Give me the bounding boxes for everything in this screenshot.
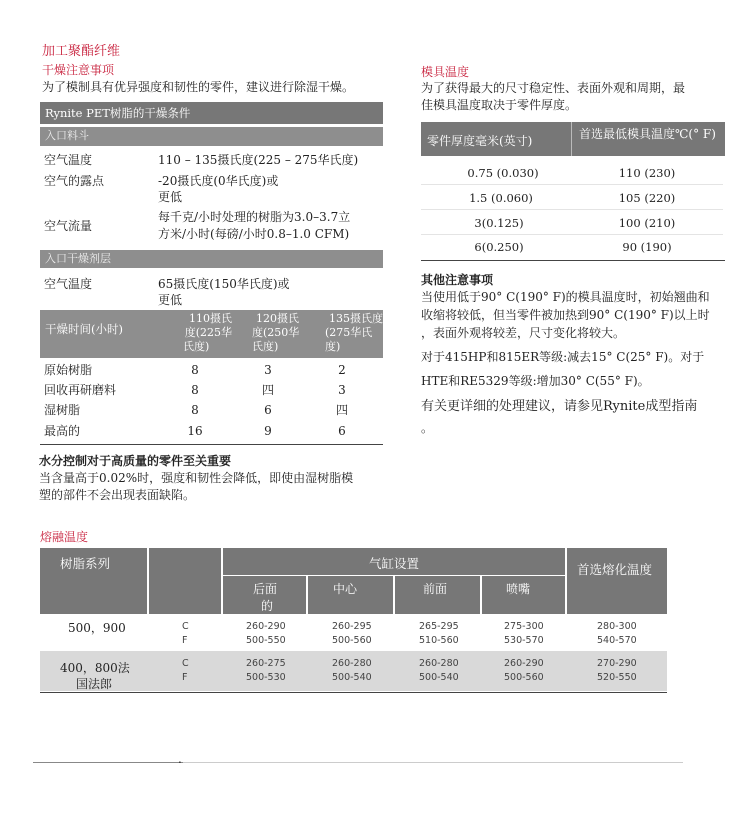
melt-col-pref-label: 首选熔化温度	[577, 562, 653, 577]
table-row	[40, 171, 380, 203]
cell: 500-530	[246, 672, 286, 683]
cell: 16	[187, 424, 203, 438]
row-label: 原始树脂	[44, 363, 93, 377]
cell: 110 (230)	[618, 166, 676, 180]
cell: 260-280	[332, 658, 372, 669]
rear-values	[246, 657, 286, 685]
mold-table-header	[421, 122, 725, 156]
cell: 500-560	[504, 672, 544, 683]
cell: 500-560	[332, 635, 372, 646]
sub-label: 前面	[423, 582, 448, 596]
row-label: 空气温度	[44, 153, 93, 167]
cell: 105 (220)	[618, 191, 676, 205]
units	[182, 620, 189, 648]
cell: 260-290	[246, 621, 286, 632]
cell: 275-300	[504, 621, 544, 632]
col-line: 度(225华	[184, 326, 232, 339]
page-heading: 加工聚酯纤维	[42, 44, 121, 59]
cell: 6	[338, 424, 346, 438]
center-values	[332, 657, 372, 685]
table-rule	[40, 692, 667, 693]
mold-table-body	[421, 160, 725, 260]
other-title: 其他注意事项	[421, 273, 494, 287]
mold-title: 模具温度	[421, 65, 470, 79]
melt-title: 熔融温度	[40, 530, 89, 544]
unit-c: C	[182, 658, 189, 669]
unit-c: C	[182, 621, 189, 632]
melt-sub-rear	[223, 576, 306, 614]
melt-col-unit	[149, 548, 221, 614]
moisture-line-1: 当含量高于0.02%时，强度和韧性会降低，即使由湿树脂模	[39, 471, 354, 485]
center-values	[332, 620, 372, 648]
cell: 260-295	[332, 621, 372, 632]
drying-table-title: Rynite PET树脂的干燥条件	[40, 102, 383, 124]
table-row	[40, 208, 380, 242]
cell: 6(0.250)	[474, 240, 524, 254]
other-grade-line-b: HTE和RE5329等级:增加30° C(55° F)。	[421, 374, 650, 388]
table-row	[40, 421, 383, 441]
melt-col-series	[40, 548, 147, 614]
sub-label: 中心	[333, 582, 358, 596]
other-grade-line-a: 对于415HP和815ER等级:减去15° C(25° F)。对于	[421, 350, 705, 364]
melt-col-barrel-label: 气缸设置	[368, 556, 419, 571]
unit-f: F	[182, 672, 188, 683]
cell: 500-550	[246, 635, 286, 646]
row-value-cont: 更低	[158, 293, 183, 307]
col-line: 135摄氏度	[329, 312, 383, 325]
table-rule	[421, 260, 725, 261]
cell: 260-280	[419, 658, 459, 669]
col-line: 氏度)	[183, 340, 210, 353]
row-label: 最高的	[44, 424, 81, 438]
col-line: 度)	[325, 340, 341, 353]
cell: 8	[191, 363, 199, 377]
front-values	[419, 657, 459, 685]
row-label: 回收再研磨料	[44, 383, 117, 397]
cell: 265-295	[419, 621, 459, 632]
cell: 3	[264, 363, 272, 377]
series-name: 400，800法	[60, 661, 130, 675]
cell: 500-540	[419, 672, 459, 683]
row-value: 每千克/小时处理的树脂为3.0–3.7立	[158, 210, 351, 224]
row-label: 空气的露点	[44, 174, 105, 188]
units	[182, 657, 189, 685]
mold-col-thickness: 零件厚度毫米(英寸)	[427, 134, 533, 148]
sub-label-cont: 的	[261, 599, 274, 613]
melt-col-pref	[567, 548, 667, 614]
nozzle-values	[504, 657, 544, 685]
mold-line-2: 佳模具温度取决于零件厚度。	[421, 98, 578, 112]
cell: 260-290	[504, 658, 544, 669]
guide-reference: 有关更详细的处理建议，请参见Rynite成型指南	[421, 399, 698, 414]
col-line: 110摄氏	[189, 312, 232, 325]
col-divider	[571, 122, 572, 156]
row-value-cont: 更低	[158, 190, 183, 204]
other-line-2: 收缩将较低，但当零件被加热到90° C(190° F)以上时	[421, 308, 710, 322]
cell: 520-550	[597, 672, 637, 683]
drying-time-rows	[40, 359, 383, 443]
table-rule	[40, 444, 383, 445]
sub-label: 喷嘴	[506, 582, 531, 596]
sub-label: 后面	[253, 582, 278, 596]
cell: 1.5 (0.060)	[469, 191, 533, 205]
col-line: 120摄氏	[256, 312, 299, 325]
drying-time-header	[40, 310, 383, 358]
melt-col-series-label: 树脂系列	[60, 556, 111, 571]
col-line: 度(250华	[252, 326, 300, 339]
drying-title: 干燥注意事项	[42, 63, 115, 77]
cell: 280-300	[597, 621, 637, 632]
drying-intro: 为了模制具有优异强度和韧性的零件，建议进行除湿干燥。	[42, 80, 355, 94]
cell: 0.75 (0.030)	[467, 166, 539, 180]
row-value: 65摄氏度(150华氏度)或	[158, 277, 290, 291]
drying-time-label: 干燥时间(小时)	[45, 322, 123, 336]
table-row	[40, 152, 380, 168]
guide-reference-cont: 。	[421, 421, 434, 435]
cell: 9	[264, 424, 272, 438]
pref-values	[597, 620, 637, 648]
moisture-line-2: 塑的部件不会出现表面缺陷。	[39, 488, 196, 502]
col-120	[252, 312, 312, 354]
melt-row-2	[40, 651, 667, 691]
cell: 8	[191, 403, 199, 417]
cell: 540-570	[597, 635, 637, 646]
table-row	[40, 274, 380, 308]
cell: 100 (210)	[618, 216, 676, 230]
cell: 8	[191, 383, 199, 397]
cell: 四	[261, 383, 274, 397]
band-hopper: 入口料斗	[40, 127, 383, 146]
cell: 90 (190)	[622, 240, 672, 254]
row-label: 空气流量	[44, 219, 93, 233]
band-desiccant: 入口干燥剂层	[40, 250, 383, 268]
col-line: (275华氏	[325, 326, 373, 339]
mold-line-1: 为了获得最大的尺寸稳定性、表面外观和周期，最	[421, 81, 686, 95]
table-row	[421, 187, 723, 210]
row-label: 空气温度	[44, 277, 93, 291]
melt-sub-nozzle	[482, 576, 565, 614]
footer-mark: .	[178, 752, 182, 766]
series-name-cont: 国法郎	[76, 677, 113, 691]
footer-rule-light	[183, 762, 683, 763]
col-line: 氏度)	[252, 340, 279, 353]
col-110	[177, 312, 232, 354]
hopper-rows	[40, 150, 383, 250]
cell: 500-540	[332, 672, 372, 683]
cell: 270-290	[597, 658, 637, 669]
nozzle-values	[504, 620, 544, 648]
other-line-3: ，表面外观将较差，尺寸变化将较大。	[421, 326, 626, 340]
melt-col-barrel	[223, 548, 565, 575]
cell: 3(0.125)	[474, 216, 524, 230]
front-values	[419, 620, 459, 648]
table-row	[40, 400, 383, 420]
melt-sub-center	[308, 576, 393, 614]
cell: 3	[338, 383, 346, 397]
melt-sub-front	[395, 576, 480, 614]
cell: 2	[338, 363, 346, 377]
other-line-1: 当使用低于90° C(190° F)的模具温度时，初始翘曲和	[421, 290, 710, 304]
drying-table	[40, 102, 383, 146]
row-value: 110 – 135摄氏度(225 – 275华氏度)	[158, 153, 359, 167]
table-row	[421, 212, 723, 235]
moisture-title: 水分控制对于高质量的零件至关重要	[39, 454, 232, 468]
cell: 四	[335, 403, 348, 417]
table-row	[40, 360, 383, 380]
cell: 530-570	[504, 635, 544, 646]
footer-rule	[33, 762, 183, 763]
row-label: 湿树脂	[44, 403, 81, 417]
col-135	[325, 312, 385, 354]
cell: 260-275	[246, 658, 286, 669]
table-row	[421, 162, 723, 185]
melt-row-1	[40, 614, 667, 650]
unit-f: F	[182, 635, 188, 646]
series-name: 500，900	[68, 621, 126, 635]
cell: 510-560	[419, 635, 459, 646]
desiccant-row	[40, 274, 383, 308]
mold-col-temp: 首选最低模具温度℃(° F)	[579, 127, 716, 141]
pref-values	[597, 657, 637, 685]
table-row	[40, 380, 383, 400]
cell: 6	[264, 403, 272, 417]
row-value: -20摄氏度(0华氏度)或	[158, 174, 279, 188]
table-row	[421, 236, 723, 258]
row-value-cont: 方米/小时(每磅/小时0.8–1.0 CFM)	[158, 227, 350, 241]
rear-values	[246, 620, 286, 648]
